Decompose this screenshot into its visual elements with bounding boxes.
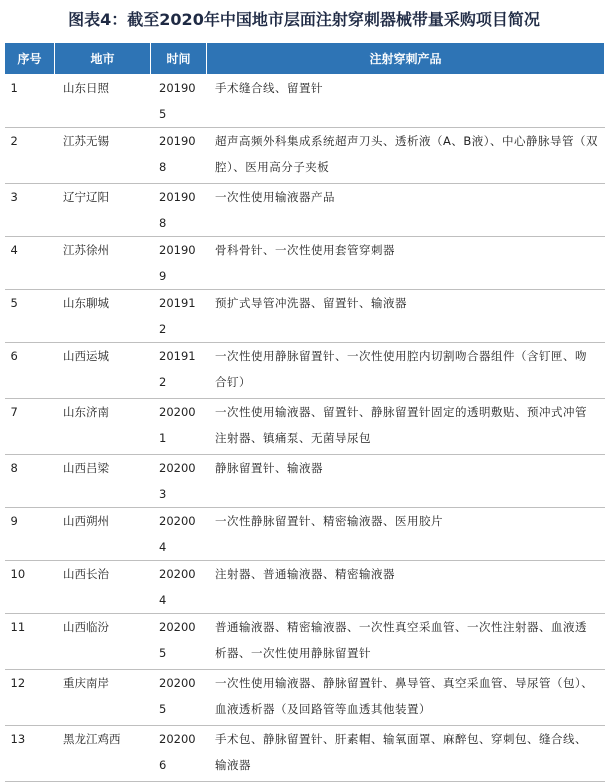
cell-index: 7 [5, 399, 55, 455]
cell-time: 201912 [151, 290, 207, 343]
table-row [5, 75, 605, 128]
cell-city: 山东济南 [55, 399, 151, 455]
cell-index: 4 [5, 237, 55, 290]
cell-city: 山西长治 [55, 561, 151, 614]
table-row [5, 237, 605, 290]
cell-product: 一次性使用输液器产品 [207, 184, 605, 237]
cell-product: 一次性使用输液器、静脉留置针、鼻导管、真空采血管、导尿管（包）、血液透析器（及回路管等血透其他装置） [207, 670, 605, 726]
cell-product: 骨科骨针、一次性使用套管穿刺器 [207, 237, 605, 290]
cell-index: 3 [5, 184, 55, 237]
cell-city: 黑龙江鸡西 [55, 726, 151, 782]
cell-index: 12 [5, 670, 55, 726]
cell-index: 13 [5, 726, 55, 782]
table-body [5, 75, 605, 782]
cell-city: 山西运城 [55, 343, 151, 399]
cell-index: 1 [5, 75, 55, 128]
table-row [5, 399, 605, 455]
figure-title: 图表4：截至2020年中国地市层面注射穿刺器械带量采购项目简况 [68, 10, 540, 29]
procurement-table [4, 42, 605, 782]
cell-time: 202004 [151, 508, 207, 561]
table-row [5, 343, 605, 399]
cell-city: 重庆南岸 [55, 670, 151, 726]
cell-time: 201908 [151, 128, 207, 184]
cell-city: 山西吕梁 [55, 455, 151, 508]
table-row [5, 508, 605, 561]
header-product: 注射穿刺产品 [207, 43, 605, 75]
cell-product: 手术包、静脉留置针、肝素帽、输氧面罩、麻醉包、穿刺包、缝合线、输液器 [207, 726, 605, 782]
cell-city: 山东日照 [55, 75, 151, 128]
cell-time: 202004 [151, 561, 207, 614]
cell-time: 202003 [151, 455, 207, 508]
table-row [5, 614, 605, 670]
cell-product: 一次性使用静脉留置针、一次性使用腔内切割吻合器组件（含钉匣、吻合钉） [207, 343, 605, 399]
header-row [5, 43, 605, 75]
cell-time: 201905 [151, 75, 207, 128]
cell-city: 山西朔州 [55, 508, 151, 561]
cell-city: 山西临汾 [55, 614, 151, 670]
cell-product: 手术缝合线、留置针 [207, 75, 605, 128]
cell-time: 202006 [151, 726, 207, 782]
table-row [5, 561, 605, 614]
cell-time: 201908 [151, 184, 207, 237]
cell-city: 辽宁辽阳 [55, 184, 151, 237]
table-row [5, 670, 605, 726]
cell-index: 8 [5, 455, 55, 508]
table-row [5, 184, 605, 237]
cell-time: 201912 [151, 343, 207, 399]
cell-product: 超声高频外科集成系统超声刀头、透析液（A、B液）、中心静脉导管（双腔）、医用高分子夹板 [207, 128, 605, 184]
cell-city: 江苏无锡 [55, 128, 151, 184]
cell-index: 11 [5, 614, 55, 670]
cell-city: 山东聊城 [55, 290, 151, 343]
cell-product: 静脉留置针、输液器 [207, 455, 605, 508]
cell-index: 2 [5, 128, 55, 184]
cell-time: 202001 [151, 399, 207, 455]
cell-product: 普通输液器、精密输液器、一次性真空采血管、一次性注射器、血液透析器、一次性使用静脉留置针 [207, 614, 605, 670]
cell-time: 202005 [151, 614, 207, 670]
cell-product: 注射器、普通输液器、精密输液器 [207, 561, 605, 614]
cell-city: 江苏徐州 [55, 237, 151, 290]
table-header [5, 43, 605, 75]
header-time: 时间 [151, 43, 207, 75]
header-city: 地市 [55, 43, 151, 75]
cell-index: 5 [5, 290, 55, 343]
cell-product: 一次性使用输液器、留置针、静脉留置针固定的透明敷贴、预冲式冲管注射器、镇痛泵、无菌导尿包 [207, 399, 605, 455]
header-index: 序号 [5, 43, 55, 75]
cell-index: 6 [5, 343, 55, 399]
table-row [5, 726, 605, 782]
cell-product: 预扩式导管冲洗器、留置针、输液器 [207, 290, 605, 343]
table-row [5, 290, 605, 343]
cell-time: 202005 [151, 670, 207, 726]
cell-index: 10 [5, 561, 55, 614]
table-row [5, 455, 605, 508]
cell-product: 一次性静脉留置针、精密输液器、医用胶片 [207, 508, 605, 561]
cell-time: 201909 [151, 237, 207, 290]
cell-index: 9 [5, 508, 55, 561]
table-row [5, 128, 605, 184]
